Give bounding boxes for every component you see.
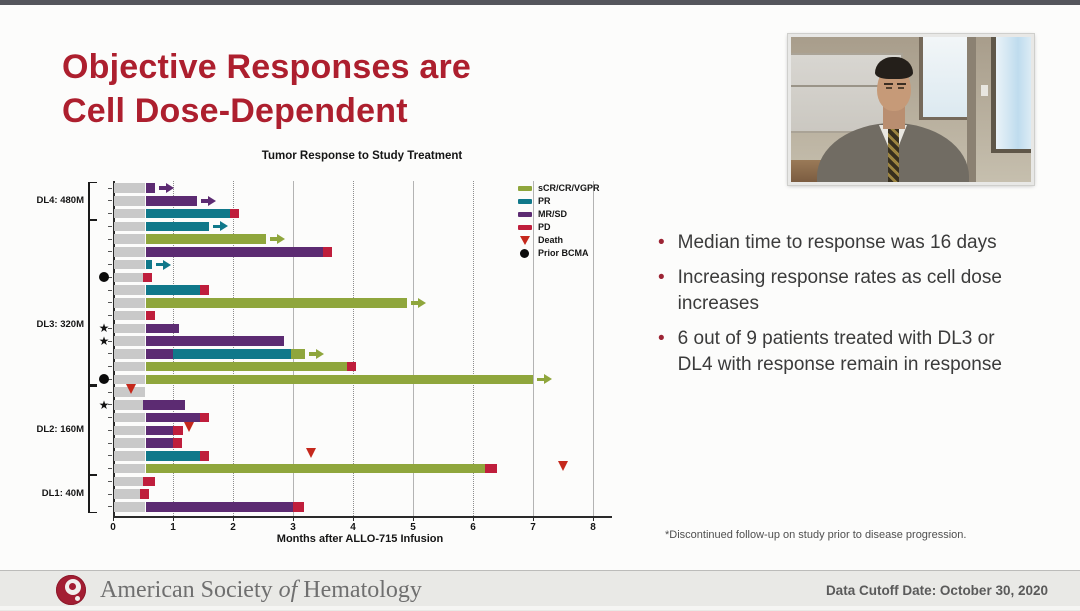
y-axis-row-tick	[108, 506, 112, 507]
footnote: *Discontinued follow-up on study prior to disease progression.	[665, 529, 967, 541]
ongoing-arrow-icon	[220, 221, 228, 231]
y-axis-row-tick	[108, 443, 112, 444]
ongoing-arrow-icon	[537, 378, 544, 382]
x-axis-tick	[533, 516, 534, 521]
y-axis-row-tick	[108, 264, 112, 265]
x-axis-tick-label: 5	[410, 522, 416, 533]
response-bar-segment	[146, 196, 197, 206]
response-bar-segment	[146, 502, 293, 512]
x-axis	[113, 516, 612, 518]
x-axis-tick-label: 2	[230, 522, 236, 533]
group-bracket	[88, 220, 90, 386]
response-bar-segment	[146, 464, 485, 474]
legend-label: sCR/CR/VGPR	[538, 183, 600, 193]
response-bar-segment	[146, 234, 266, 244]
response-bar-segment	[291, 349, 305, 359]
pre-treatment-bar	[114, 464, 145, 474]
y-axis-row-tick	[108, 302, 112, 303]
response-bar-segment	[146, 413, 200, 423]
response-bar-segment	[146, 260, 152, 270]
group-bracket	[88, 182, 90, 221]
response-bar-segment	[146, 349, 173, 359]
pre-treatment-bar	[114, 298, 145, 308]
data-cutoff-date: Data Cutoff Date: October 30, 2020	[825, 583, 1048, 598]
x-axis-tick-label: 6	[470, 522, 476, 533]
x-axis-tick-label: 7	[530, 522, 536, 533]
response-bar-segment	[323, 247, 332, 257]
response-bar-segment	[485, 464, 497, 474]
discontinued-star-icon: ★	[98, 397, 110, 412]
prior-bcma-marker-icon	[99, 272, 109, 282]
response-bar-segment	[230, 209, 239, 219]
x-axis-tick-label: 3	[290, 522, 296, 533]
response-bar-segment	[146, 311, 155, 321]
pre-treatment-bar	[114, 375, 145, 385]
x-axis-tick	[113, 516, 114, 521]
response-bar-segment	[146, 183, 155, 193]
legend-label: PD	[538, 222, 551, 232]
legend-prior-bcma-icon	[520, 249, 529, 258]
pre-treatment-bar	[114, 349, 145, 359]
x-axis-tick-label: 0	[110, 522, 116, 533]
y-axis-row-tick	[108, 430, 112, 431]
response-bar-segment	[146, 375, 533, 385]
response-bar-segment	[200, 413, 209, 423]
x-axis-tick	[413, 516, 414, 521]
ongoing-arrow-icon	[213, 225, 220, 229]
ongoing-arrow-icon	[418, 298, 426, 308]
key-points-list	[658, 230, 1064, 387]
pre-treatment-bar	[114, 362, 145, 372]
pre-treatment-bar	[114, 196, 145, 206]
response-bar-segment	[173, 349, 291, 359]
organization-name: American Society of Hematology	[100, 577, 422, 603]
y-axis-row-tick	[108, 213, 112, 214]
legend-label: PR	[538, 196, 551, 206]
ongoing-arrow-icon	[166, 183, 174, 193]
response-bar-segment	[146, 324, 179, 334]
ongoing-arrow-icon	[277, 234, 285, 244]
pre-treatment-bar	[114, 183, 145, 193]
chart-title: Tumor Response to Study Treatment	[261, 150, 463, 162]
x-axis-label: Months after ALLO-715 Infusion	[276, 533, 444, 545]
response-bar-segment	[146, 451, 200, 461]
bullet-item	[658, 230, 1064, 256]
y-axis-row-tick	[108, 251, 112, 252]
pre-treatment-bar	[114, 247, 145, 257]
bullet-dot: •	[658, 328, 665, 349]
ongoing-arrow-icon	[201, 199, 208, 203]
legend-swatch	[518, 225, 532, 230]
dose-group-label: DL4: 480M	[36, 194, 84, 206]
discontinued-star-icon: ★	[98, 321, 110, 336]
pre-treatment-bar	[114, 477, 145, 487]
bullet-text: Increasing response rates as cell dose increases	[677, 267, 1002, 314]
grid-line	[593, 181, 594, 516]
bullet-text: 6 out of 9 patients treated with DL3 or DL4 with response remain in response	[677, 328, 1002, 375]
response-bar-segment	[146, 209, 230, 219]
pre-treatment-bar	[114, 400, 145, 410]
footer-strip	[0, 606, 1080, 610]
ongoing-arrow-icon	[270, 237, 277, 241]
response-bar-segment	[146, 222, 209, 232]
group-bracket	[88, 512, 97, 514]
dose-group-label: DL3: 320M	[36, 318, 84, 330]
x-axis-tick-label: 4	[350, 522, 356, 533]
death-marker-icon	[558, 461, 568, 471]
x-axis-tick	[173, 516, 174, 521]
ongoing-arrow-icon	[159, 186, 166, 190]
bullet-item	[658, 326, 1064, 378]
x-axis-tick	[473, 516, 474, 521]
group-bracket	[88, 220, 97, 222]
y-axis-row-tick	[108, 353, 112, 354]
group-bracket	[88, 182, 97, 184]
response-bar-segment	[146, 285, 200, 295]
pre-treatment-bar	[114, 260, 145, 270]
x-axis-tick-label: 1	[170, 522, 176, 533]
ash-logo-icon	[56, 575, 86, 605]
group-bracket	[88, 386, 97, 388]
legend-label: Prior BCMA	[538, 248, 589, 258]
ongoing-arrow-icon	[309, 352, 316, 356]
response-bar-segment	[347, 362, 356, 372]
ongoing-arrow-icon	[411, 301, 418, 305]
group-bracket	[88, 475, 97, 477]
pre-treatment-bar	[114, 234, 145, 244]
x-axis-tick	[353, 516, 354, 521]
response-bar-segment	[143, 273, 152, 283]
y-axis-row-tick	[108, 392, 112, 393]
grid-line	[533, 181, 534, 516]
response-bar-segment	[173, 438, 182, 448]
group-bracket	[88, 386, 90, 476]
bullet-text: Median time to response was 16 days	[677, 232, 997, 253]
bullet-dot: •	[658, 267, 665, 288]
pre-treatment-bar	[114, 502, 145, 512]
y-axis-row-tick	[108, 417, 112, 418]
pre-treatment-bar	[114, 311, 145, 321]
response-bar-segment	[146, 336, 284, 346]
death-marker-icon	[306, 448, 316, 458]
response-bar-segment	[200, 285, 209, 295]
y-axis-row-tick	[108, 290, 112, 291]
y-axis-row-tick	[108, 226, 112, 227]
pre-treatment-bar	[114, 413, 145, 423]
pre-treatment-bar	[114, 209, 145, 219]
y-axis-row-tick	[108, 200, 112, 201]
response-bar-segment	[143, 477, 155, 487]
group-bracket	[88, 475, 90, 514]
pre-treatment-bar	[114, 336, 145, 346]
ongoing-arrow-icon	[316, 349, 324, 359]
pre-treatment-bar	[114, 324, 145, 334]
y-axis-row-tick	[108, 366, 112, 367]
pre-treatment-bar	[114, 222, 145, 232]
legend-swatch	[518, 212, 532, 217]
death-marker-icon	[184, 422, 194, 432]
bullet-dot: •	[658, 232, 665, 253]
slide-title-line2: Cell Dose-Dependent	[62, 92, 408, 130]
bullet-item	[658, 265, 1064, 317]
dose-group-label: DL2: 160M	[36, 424, 84, 436]
response-bar-segment	[140, 489, 149, 499]
y-axis-row-tick	[108, 188, 112, 189]
y-axis-row-tick	[108, 468, 112, 469]
x-axis-tick	[233, 516, 234, 521]
legend-label: MR/SD	[538, 209, 567, 219]
legend-swatch	[518, 199, 532, 204]
ongoing-arrow-icon	[208, 196, 216, 206]
legend-label: Death	[538, 235, 564, 245]
y-axis-row-tick	[108, 481, 112, 482]
x-axis-tick-label: 8	[590, 522, 596, 533]
response-bar-segment	[146, 426, 173, 436]
discontinued-star-icon: ★	[98, 334, 110, 348]
y-axis-row-tick	[108, 455, 112, 456]
pre-treatment-bar	[114, 438, 145, 448]
response-bar-segment	[173, 426, 183, 436]
response-bar-segment	[293, 502, 304, 512]
response-bar-segment	[146, 247, 323, 257]
ongoing-arrow-icon	[163, 260, 171, 270]
y-axis-row-tick	[108, 239, 112, 240]
ongoing-arrow-icon	[544, 374, 552, 384]
x-axis-tick	[593, 516, 594, 521]
legend-swatch	[518, 186, 532, 191]
response-bar-segment	[146, 298, 407, 308]
y-axis-row-tick	[108, 494, 112, 495]
dose-group-label: DL1: 40M	[41, 488, 84, 499]
legend-death-icon	[520, 236, 530, 245]
death-marker-icon	[126, 384, 136, 394]
pre-treatment-bar	[114, 451, 145, 461]
response-bar-segment	[146, 362, 347, 372]
response-bar-segment	[143, 400, 185, 410]
pre-treatment-bar	[114, 285, 145, 295]
ongoing-arrow-icon	[156, 263, 163, 267]
slide-title-line1: Objective Responses are	[62, 48, 472, 86]
y-axis-row-tick	[108, 315, 112, 316]
response-bar-segment	[200, 451, 209, 461]
prior-bcma-marker-icon	[99, 374, 109, 384]
pre-treatment-bar	[114, 273, 145, 283]
response-bar-segment	[146, 438, 173, 448]
pre-treatment-bar	[114, 426, 145, 436]
x-axis-tick	[293, 516, 294, 521]
